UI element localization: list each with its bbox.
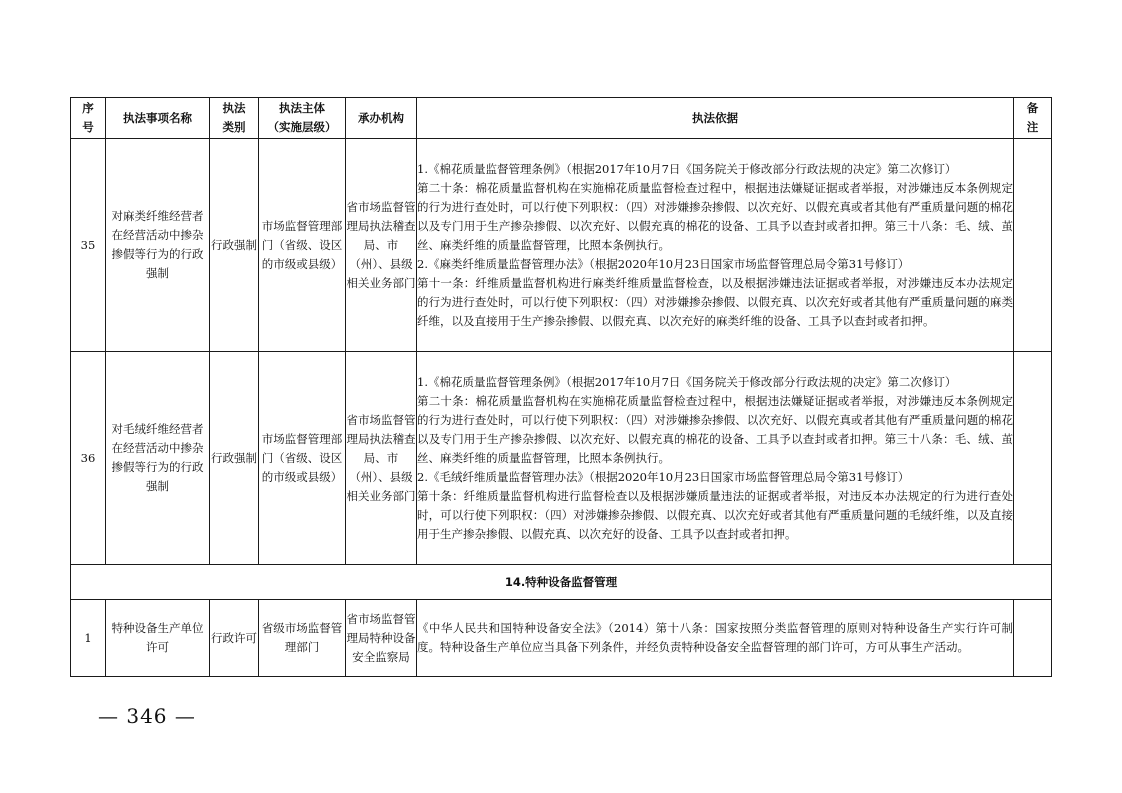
table-row — [71, 139, 1052, 352]
header-agency: 承办机构 — [346, 98, 417, 139]
table-row — [71, 600, 1052, 677]
basis-paragraph: 1.《棉花质量监督管理条例》（根据2017年10月7日《国务院关于修改部分行政法规的决定》第二次修订） — [417, 374, 957, 389]
basis-paragraph: 第二十条：棉花质量监督机构在实施棉花质量监督检查过程中，根据违法嫌疑证据或者举报，对涉嫌违反本条例规定的行为进行查处时，可以行使下列职权：（四）对涉嫌掺杂掺假、以次充好、以假充真或者其他有严重质量问题的棉花以及专门用于生产掺杂掺假、以次充好、以假充真的棉花的设备、工具予以查封或者扣押。第三十八条：毛、绒、茧丝、麻类纤维的质量监督管理，比照本条例执行。 — [417, 180, 1013, 252]
row-basis — [417, 600, 1014, 677]
section-heading-row — [71, 565, 1052, 600]
page-number: — 346 — — [98, 704, 196, 728]
basis-paragraph: 第十条：纤维质量监督机构进行监督检查以及根据涉嫌质量违法的证据或者举报，对违反本办法规定的行为进行查处时，可以行使下列职权：（四）对涉嫌掺杂掺假、以假充真、以次充好或者其他有严重质量问题的毛绒纤维，以及直接用于生产掺杂掺假、以假充真、以次充好的设备、工具予以查封或者扣押。 — [417, 488, 1013, 541]
row-agency: 省市场监督管理局执法稽查局、市（州）、县级相关业务部门 — [346, 352, 417, 565]
row-agency: 省市场监督管理局特种设备安全监察局 — [346, 600, 417, 677]
row-subject: 市场监督管理部门（省级、设区的市级或县级） — [259, 139, 346, 352]
row-seq: 1 — [71, 600, 106, 677]
row-item-name: 对麻类纤维经营者在经营活动中掺杂掺假等行为的行政强制 — [106, 139, 210, 352]
section-title: 14.特种设备监督管理 — [71, 565, 1052, 600]
header-category: 执法 类别 — [210, 98, 259, 139]
header-item-name: 执法事项名称 — [106, 98, 210, 139]
basis-paragraph: 1.《棉花质量监督管理条例》（根据2017年10月7日《国务院关于修改部分行政法规的决定》第二次修订） — [417, 161, 957, 176]
row-basis — [417, 352, 1014, 565]
row-category: 行政许可 — [210, 600, 259, 677]
row-item-name: 特种设备生产单位许可 — [106, 600, 210, 677]
table-header — [71, 98, 1052, 139]
row-agency: 省市场监督管理局执法稽查局、市（州）、县级相关业务部门 — [346, 139, 417, 352]
row-item-name: 对毛绒纤维经营者在经营活动中掺杂掺假等行为的行政强制 — [106, 352, 210, 565]
row-seq: 35 — [71, 139, 106, 352]
basis-paragraph: 第十一条：纤维质量监督机构进行麻类纤维质量监督检查，以及根据涉嫌违法证据或者举报，对涉嫌违反本办法规定的行为进行查处时，可以行使下列职权：（四）对涉嫌掺杂掺假、以假充真、以次充好或者其他有严重质量问题的麻类纤维，以及直接用于生产掺杂掺假、以假充真、以次充好的麻类纤维的设备、工具予以查封或者扣押。 — [417, 275, 1013, 328]
header-seq: 序 号 — [71, 98, 106, 139]
basis-paragraph: 第二十条：棉花质量监督机构在实施棉花质量监督检查过程中，根据违法嫌疑证据或者举报，对涉嫌违反本条例规定的行为进行查处时，可以行使下列职权：（四）对涉嫌掺杂掺假、以次充好、以假充真或者其他有严重质量问题的棉花以及专门用于生产掺杂掺假、以次充好、以假充真的棉花的设备、工具予以查封或者扣押。第三十八条：毛、绒、茧丝、麻类纤维的质量监督管理，比照本条例执行。 — [417, 393, 1013, 465]
basis-paragraph: 2.《毛绒纤维质量监督管理办法》（根据2020年10月23日国家市场监督管理总局令第31号修订） — [417, 469, 910, 484]
row-category: 行政强制 — [210, 352, 259, 565]
enforcement-table — [70, 97, 1052, 677]
header-basis: 执法依据 — [417, 98, 1014, 139]
row-remark — [1014, 139, 1052, 352]
header-remark: 备 注 — [1014, 98, 1052, 139]
row-subject: 市场监督管理部门（省级、设区的市级或县级） — [259, 352, 346, 565]
table-row — [71, 352, 1052, 565]
basis-paragraph: 2.《麻类纤维质量监督管理办法》（根据2020年10月23日国家市场监督管理总局令第31号修订） — [417, 256, 910, 271]
row-remark — [1014, 600, 1052, 677]
row-subject: 省级市场监督管理部门 — [259, 600, 346, 677]
row-remark — [1014, 352, 1052, 565]
row-category: 行政强制 — [210, 139, 259, 352]
row-basis — [417, 139, 1014, 352]
header-subject: 执法主体 （实施层级） — [259, 98, 346, 139]
row-seq: 36 — [71, 352, 106, 565]
basis-paragraph: 《中华人民共和国特种设备安全法》（2014）第十八条：国家按照分类监督管理的原则对特种设备生产实行许可制度。特种设备生产单位应当具备下列条件，并经负责特种设备安全监督管理的部门许可，方可从事生产活动。 — [417, 621, 1013, 654]
